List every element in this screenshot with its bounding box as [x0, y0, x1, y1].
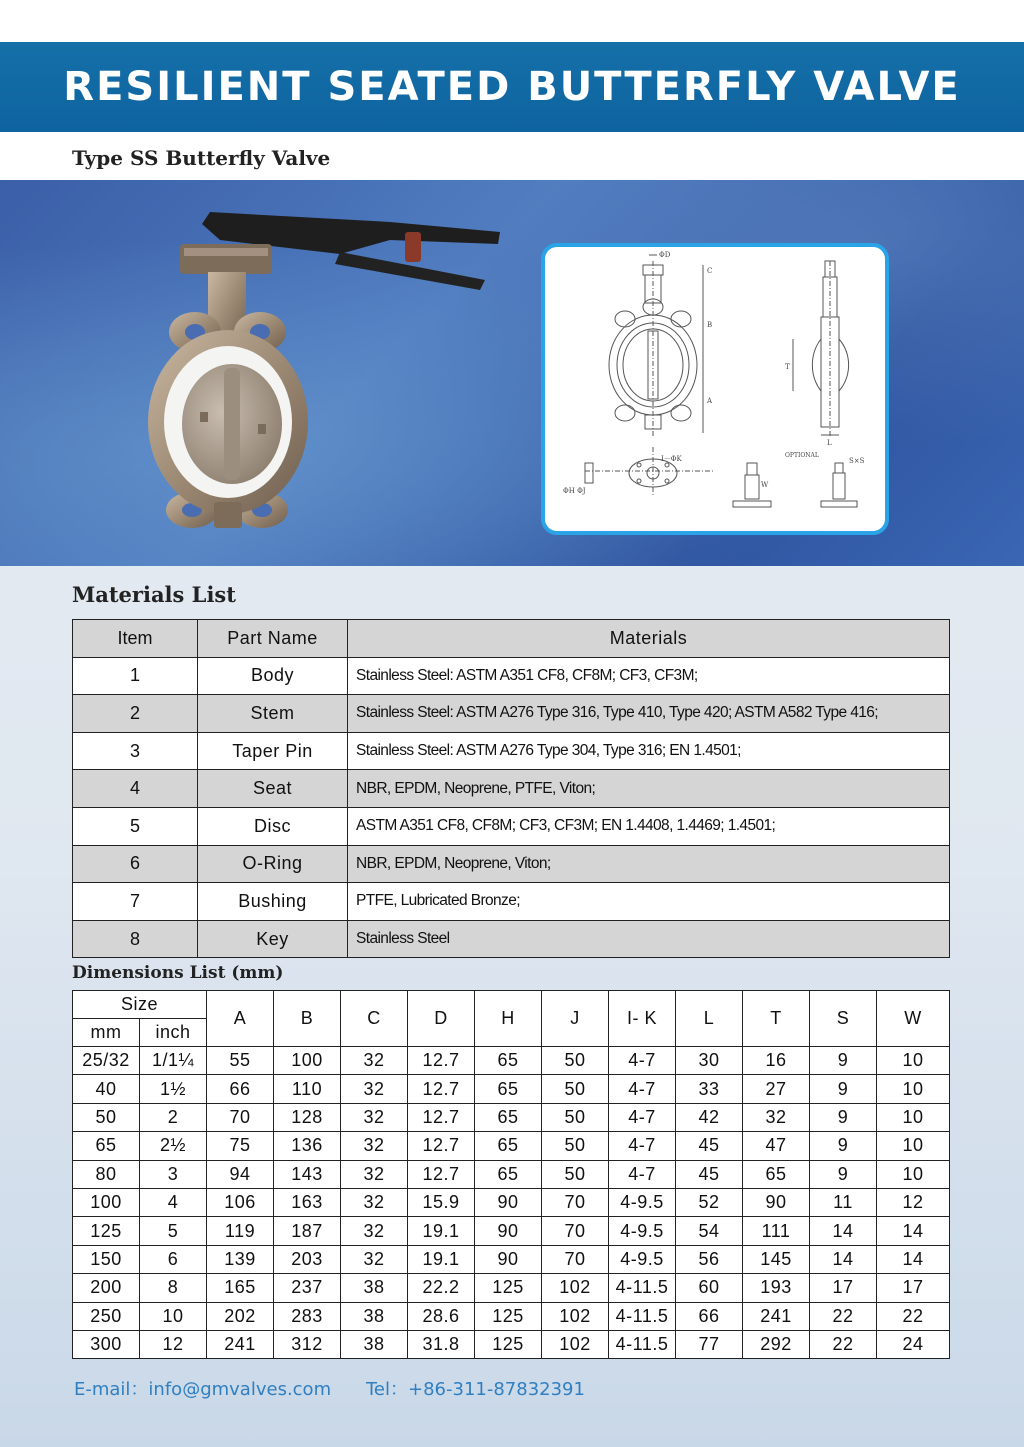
table-row — [73, 1245, 950, 1273]
dim-label-b: B — [707, 321, 713, 329]
material-spec: PTFE, Lubricated Bronze; — [348, 883, 950, 921]
dimension-cell: 6 — [140, 1245, 207, 1273]
dimension-cell: 50 — [542, 1103, 609, 1131]
dimension-cell: 165 — [207, 1274, 274, 1302]
dimension-cell: 70 — [542, 1245, 609, 1273]
dimension-cell: 42 — [676, 1103, 743, 1131]
dimension-cell: 102 — [542, 1330, 609, 1358]
dimension-cell: 90 — [475, 1245, 542, 1273]
dimension-cell: 4-11.5 — [609, 1274, 676, 1302]
dimension-cell: 50 — [542, 1160, 609, 1188]
dimension-cell: 10 — [877, 1103, 950, 1131]
dimension-cell: 10 — [877, 1075, 950, 1103]
dimension-cell: 100 — [274, 1047, 341, 1075]
dimension-cell: 11 — [810, 1188, 877, 1216]
dimension-cell: 50 — [542, 1075, 609, 1103]
dimension-cell: 65 — [475, 1132, 542, 1160]
dimension-cell: 250 — [73, 1302, 140, 1330]
dimension-cell: 187 — [274, 1217, 341, 1245]
dimension-cell: 32 — [341, 1047, 408, 1075]
table-row — [73, 1274, 950, 1302]
dimension-cell: 2 — [140, 1103, 207, 1131]
dimension-cell: 14 — [877, 1217, 950, 1245]
dimension-cell: 241 — [207, 1330, 274, 1358]
materials-header-row — [73, 620, 950, 658]
dimension-cell: 38 — [341, 1274, 408, 1302]
dimension-cell: 52 — [676, 1188, 743, 1216]
header-materials: Materials — [348, 620, 950, 658]
dimension-cell: 38 — [341, 1330, 408, 1358]
materials-table — [72, 619, 950, 958]
dimension-cell: 65 — [475, 1103, 542, 1131]
dimension-cell: 10 — [877, 1132, 950, 1160]
material-spec: Stainless Steel: ASTM A276 Type 316, Type 410, Type 420; ASTM A582 Type 416; — [348, 695, 950, 733]
dimension-cell: 12 — [140, 1330, 207, 1358]
materials-list-title: Materials List — [72, 582, 236, 607]
dimension-cell: 45 — [676, 1160, 743, 1188]
item-number: 8 — [73, 920, 198, 958]
table-row — [73, 770, 950, 808]
dimension-cell: 66 — [207, 1075, 274, 1103]
dimension-cell: 22 — [877, 1302, 950, 1330]
dimension-cell: 8 — [140, 1274, 207, 1302]
dimension-cell: 22 — [810, 1302, 877, 1330]
header-part-name: Part Name — [198, 620, 348, 658]
header-inch: inch — [140, 1019, 207, 1047]
dimension-cell: 4-9.5 — [609, 1188, 676, 1216]
table-row — [73, 1132, 950, 1160]
dimension-cell: 19.1 — [408, 1217, 475, 1245]
dimension-cell: 70 — [542, 1217, 609, 1245]
dimension-cell: 12.7 — [408, 1132, 475, 1160]
item-number: 1 — [73, 657, 198, 695]
top-margin — [0, 0, 1024, 42]
dim-label-d: ΦD — [659, 251, 671, 259]
dimension-cell: 4-7 — [609, 1103, 676, 1131]
dimension-cell: 110 — [274, 1075, 341, 1103]
part-name: Taper Pin — [198, 732, 348, 770]
header-s: S — [810, 991, 877, 1047]
dimension-cell: 24 — [877, 1330, 950, 1358]
dimension-cell: 4-7 — [609, 1047, 676, 1075]
dimension-cell: 4-11.5 — [609, 1302, 676, 1330]
dimension-cell: 292 — [743, 1330, 810, 1358]
dimension-cell: 4-9.5 — [609, 1217, 676, 1245]
dimension-cell: 9 — [810, 1103, 877, 1131]
dimension-cell: 125 — [475, 1330, 542, 1358]
part-name: O-Ring — [198, 845, 348, 883]
dimension-cell: 283 — [274, 1302, 341, 1330]
dimension-cell: 40 — [73, 1075, 140, 1103]
dimension-cell: 145 — [743, 1245, 810, 1273]
table-row — [73, 695, 950, 733]
footer-email[interactable]: E-mail：info@gmvalves.com — [74, 1379, 332, 1400]
dimension-cell: 50 — [542, 1132, 609, 1160]
dimension-cell: 203 — [274, 1245, 341, 1273]
dimension-cell: 4 — [140, 1188, 207, 1216]
material-spec: Stainless Steel — [348, 920, 950, 958]
material-spec: Stainless Steel: ASTM A276 Type 304, Type 316; EN 1.4501; — [348, 732, 950, 770]
part-name: Stem — [198, 695, 348, 733]
dimension-cell: 94 — [207, 1160, 274, 1188]
dimension-cell: 90 — [475, 1217, 542, 1245]
dimension-cell: 65 — [743, 1160, 810, 1188]
dimension-cell: 56 — [676, 1245, 743, 1273]
dimension-cell: 33 — [676, 1075, 743, 1103]
material-spec: ASTM A351 CF8, CF8M; CF3, CF3M; EN 1.4408, 1.4469; 1.4501; — [348, 807, 950, 845]
header-mm: mm — [73, 1019, 140, 1047]
dimension-cell: 31.8 — [408, 1330, 475, 1358]
product-subtitle: Type SS Butterfly Valve — [72, 146, 331, 170]
table-row — [73, 1217, 950, 1245]
valve-photo — [140, 192, 520, 537]
dim-label-a: A — [707, 397, 713, 405]
dimension-cell: 200 — [73, 1274, 140, 1302]
part-name: Disc — [198, 807, 348, 845]
dimension-cell: 22 — [810, 1330, 877, 1358]
header-j: J — [542, 991, 609, 1047]
dimension-cell: 70 — [542, 1188, 609, 1216]
dimension-cell: 32 — [341, 1245, 408, 1273]
item-number: 5 — [73, 807, 198, 845]
dimension-cell: 65 — [73, 1132, 140, 1160]
dimension-cell: 237 — [274, 1274, 341, 1302]
part-name: Seat — [198, 770, 348, 808]
dimension-cell: 10 — [877, 1160, 950, 1188]
dim-label-hj: ΦH ΦJ — [563, 487, 586, 495]
dimension-cell: 75 — [207, 1132, 274, 1160]
part-name: Bushing — [198, 883, 348, 921]
dimension-cell: 202 — [207, 1302, 274, 1330]
dimension-cell: 150 — [73, 1245, 140, 1273]
header-t: T — [743, 991, 810, 1047]
dim-label-t: T — [785, 363, 790, 371]
dimensions-list-title: Dimensions List (mm) — [72, 963, 284, 983]
dimension-cell: 90 — [475, 1188, 542, 1216]
dimension-cell: 50 — [542, 1047, 609, 1075]
dimension-cell: 10 — [140, 1302, 207, 1330]
dimension-cell: 90 — [743, 1188, 810, 1216]
dimension-cell: 32 — [341, 1217, 408, 1245]
material-spec: NBR, EPDM, Neoprene, PTFE, Viton; — [348, 770, 950, 808]
table-row — [73, 1103, 950, 1131]
dimensions-table — [72, 990, 950, 1359]
dimension-cell: 143 — [274, 1160, 341, 1188]
table-row — [73, 1160, 950, 1188]
header-h: H — [475, 991, 542, 1047]
dimension-cell: 45 — [676, 1132, 743, 1160]
table-row — [73, 1075, 950, 1103]
dimension-cell: 17 — [877, 1274, 950, 1302]
hero-section — [0, 180, 1024, 566]
dimension-cell: 55 — [207, 1047, 274, 1075]
dimension-cell: 125 — [475, 1274, 542, 1302]
dimension-cell: 66 — [676, 1302, 743, 1330]
dimension-cell: 47 — [743, 1132, 810, 1160]
dimension-cell: 106 — [207, 1188, 274, 1216]
dimension-cell: 32 — [341, 1160, 408, 1188]
dim-label-w: W — [761, 481, 769, 489]
dimension-cell: 12.7 — [408, 1075, 475, 1103]
dimension-cell: 30 — [676, 1047, 743, 1075]
dimension-drawing — [541, 243, 889, 535]
dimension-cell: 65 — [475, 1075, 542, 1103]
dimension-cell: 1/1¼ — [140, 1047, 207, 1075]
header-d: D — [408, 991, 475, 1047]
dimension-cell: 38 — [341, 1302, 408, 1330]
dimension-cell: 193 — [743, 1274, 810, 1302]
part-name: Key — [198, 920, 348, 958]
dimension-cell: 80 — [73, 1160, 140, 1188]
dimension-cell: 22.2 — [408, 1274, 475, 1302]
table-row — [73, 920, 950, 958]
dimension-cell: 60 — [676, 1274, 743, 1302]
dimension-cell: 4-11.5 — [609, 1330, 676, 1358]
dimension-cell: 14 — [810, 1245, 877, 1273]
dimension-cell: 14 — [810, 1217, 877, 1245]
dimension-cell: 102 — [542, 1302, 609, 1330]
item-number: 2 — [73, 695, 198, 733]
table-row — [73, 657, 950, 695]
dimension-cell: 4-7 — [609, 1075, 676, 1103]
dimension-cell: 128 — [274, 1103, 341, 1131]
part-name: Body — [198, 657, 348, 695]
table-row — [73, 1330, 950, 1358]
dimension-cell: 12.7 — [408, 1047, 475, 1075]
table-row — [73, 732, 950, 770]
dimension-cell: 54 — [676, 1217, 743, 1245]
dimension-cell: 3 — [140, 1160, 207, 1188]
dimension-cell: 65 — [475, 1047, 542, 1075]
dimension-cell: 27 — [743, 1075, 810, 1103]
dimension-cell: 136 — [274, 1132, 341, 1160]
technical-drawing — [545, 247, 885, 531]
dimension-cell: 102 — [542, 1274, 609, 1302]
item-number: 3 — [73, 732, 198, 770]
dimension-cell: 32 — [341, 1103, 408, 1131]
dimension-cell: 111 — [743, 1217, 810, 1245]
dimension-cell: 32 — [341, 1075, 408, 1103]
dimension-cell: 12 — [877, 1188, 950, 1216]
dimension-cell: 312 — [274, 1330, 341, 1358]
header-ik: I- K — [609, 991, 676, 1047]
dimension-cell: 50 — [73, 1103, 140, 1131]
dimension-cell: 28.6 — [408, 1302, 475, 1330]
dimension-cell: 77 — [676, 1330, 743, 1358]
table-row — [73, 1047, 950, 1075]
dim-label-l: L — [827, 439, 832, 447]
header-item: Item — [73, 620, 198, 658]
dimension-cell: 19.1 — [408, 1245, 475, 1273]
footer-telephone[interactable]: Tel：+86-311-87832391 — [366, 1379, 585, 1400]
dimension-cell: 12.7 — [408, 1103, 475, 1131]
header-l: L — [676, 991, 743, 1047]
dimension-cell: 9 — [810, 1132, 877, 1160]
dimension-cell: 32 — [743, 1103, 810, 1131]
dimension-cell: 15.9 — [408, 1188, 475, 1216]
item-number: 7 — [73, 883, 198, 921]
dimension-cell: 65 — [475, 1160, 542, 1188]
material-spec: Stainless Steel: ASTM A351 CF8, CF8M; CF3, CF3M; — [348, 657, 950, 695]
dim-label-optional: OPTIONAL — [785, 452, 819, 459]
table-row — [73, 883, 950, 921]
dimensions-header-row — [73, 991, 950, 1019]
dimension-cell: 14 — [877, 1245, 950, 1273]
header-c: C — [341, 991, 408, 1047]
dimension-cell: 70 — [207, 1103, 274, 1131]
material-spec: NBR, EPDM, Neoprene, Viton; — [348, 845, 950, 883]
dimension-cell: 119 — [207, 1217, 274, 1245]
page-title: RESILIENT SEATED BUTTERFLY VALVE — [63, 64, 961, 110]
dimension-cell: 17 — [810, 1274, 877, 1302]
dimension-cell: 4-7 — [609, 1132, 676, 1160]
dimension-cell: 4-7 — [609, 1160, 676, 1188]
dimension-cell: 9 — [810, 1047, 877, 1075]
dim-label-c: C — [707, 267, 713, 275]
item-number: 6 — [73, 845, 198, 883]
table-row — [73, 845, 950, 883]
dim-label-sxs: S×S — [849, 457, 865, 465]
header-size: Size — [73, 991, 207, 1019]
dimension-cell: 12.7 — [408, 1160, 475, 1188]
dimension-cell: 16 — [743, 1047, 810, 1075]
table-row — [73, 1302, 950, 1330]
dimension-cell: 1½ — [140, 1075, 207, 1103]
table-row — [73, 807, 950, 845]
table-row — [73, 1188, 950, 1216]
dimension-cell: 5 — [140, 1217, 207, 1245]
header-w: W — [877, 991, 950, 1047]
dimension-cell: 2½ — [140, 1132, 207, 1160]
item-number: 4 — [73, 770, 198, 808]
dim-label-ik: I－ΦK — [661, 455, 682, 463]
dimension-cell: 9 — [810, 1075, 877, 1103]
header-banner — [0, 42, 1024, 132]
dimension-cell: 300 — [73, 1330, 140, 1358]
dimension-cell: 125 — [475, 1302, 542, 1330]
dimension-cell: 125 — [73, 1217, 140, 1245]
dimension-cell: 241 — [743, 1302, 810, 1330]
dimension-cell: 32 — [341, 1188, 408, 1216]
dimension-cell: 100 — [73, 1188, 140, 1216]
header-a: A — [207, 991, 274, 1047]
dimension-cell: 32 — [341, 1132, 408, 1160]
dimension-cell: 163 — [274, 1188, 341, 1216]
header-b: B — [274, 991, 341, 1047]
dimension-cell: 139 — [207, 1245, 274, 1273]
dimension-cell: 9 — [810, 1160, 877, 1188]
dimension-cell: 4-9.5 — [609, 1245, 676, 1273]
dimension-cell: 10 — [877, 1047, 950, 1075]
dimension-cell: 25/32 — [73, 1047, 140, 1075]
